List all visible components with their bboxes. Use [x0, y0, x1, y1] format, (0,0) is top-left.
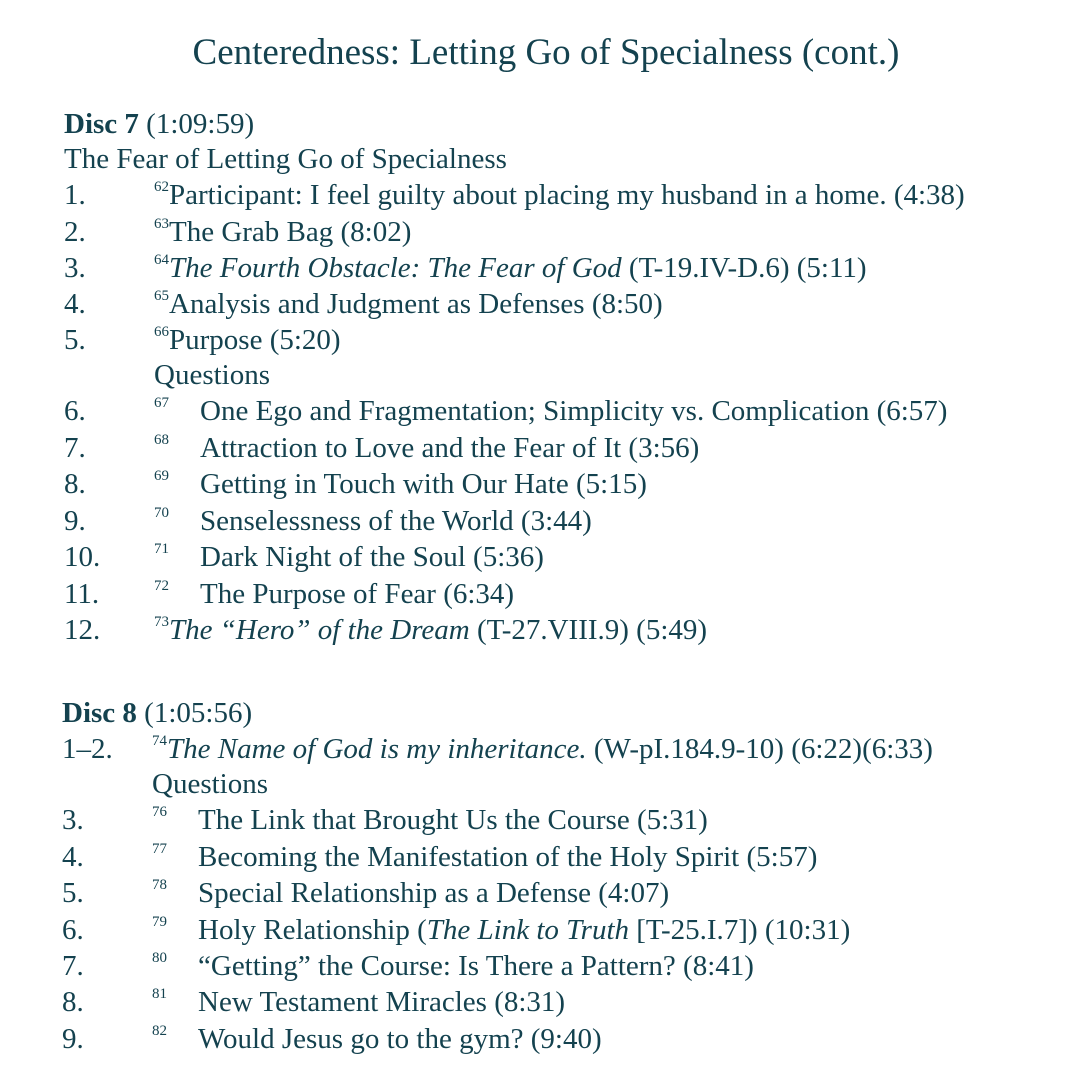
- footnote-ref: 69: [154, 468, 169, 484]
- item-text: Attraction to Love and the Fear of It (3:56): [200, 432, 700, 464]
- item-number: 11.: [64, 578, 100, 610]
- footnote-ref: 66: [154, 324, 169, 340]
- item-number: 7.: [64, 432, 86, 464]
- item-text: “Getting” the Course: Is There a Pattern? (8:41): [198, 950, 754, 982]
- item-number: 7.: [62, 950, 84, 982]
- disc-duration: (1:09:59): [146, 108, 255, 140]
- item-number: 5.: [64, 324, 86, 356]
- footnote-ref: 67: [154, 395, 169, 411]
- footnote-ref: 72: [154, 578, 169, 594]
- item-italic-title: The Name of God is my inheritance.: [167, 733, 587, 765]
- item-text: Dark Night of the Soul (5:36): [200, 541, 544, 573]
- footnote-ref: 81: [152, 986, 167, 1002]
- item-text: Analysis and Judgment as Defenses (8:50): [169, 288, 663, 320]
- disc-duration: (1:05:56): [144, 697, 253, 729]
- item-number: 2.: [64, 216, 86, 248]
- item-number: 10.: [64, 541, 101, 573]
- footnote-ref: 65: [154, 288, 169, 304]
- footnote-ref: 62: [154, 179, 169, 195]
- footnote-ref: 79: [152, 914, 167, 930]
- item-text: One Ego and Fragmentation; Simplicity vs. Complication (6:57): [200, 395, 948, 427]
- footnote-ref: 63: [154, 216, 169, 232]
- item-text: (T-27.VIII.9) (5:49): [469, 614, 708, 646]
- item-number: 4.: [62, 841, 84, 873]
- questions-label: Questions: [152, 768, 268, 800]
- item-number: 5.: [62, 877, 84, 909]
- footnote-ref: 77: [152, 841, 167, 857]
- item-number: 3.: [64, 252, 86, 284]
- item-text: Becoming the Manifestation of the Holy Spirit (5:57): [198, 841, 818, 873]
- item-text: The Grab Bag (8:02): [169, 216, 412, 248]
- disc-label: Disc 8: [62, 697, 137, 729]
- item-number: 6.: [62, 914, 84, 946]
- footnote-ref: 82: [152, 1023, 167, 1039]
- item-number: 1–2.: [62, 733, 113, 765]
- footnote-ref: 78: [152, 877, 167, 893]
- item-number: 12.: [64, 614, 101, 646]
- item-text: New Testament Miracles (8:31): [198, 986, 566, 1018]
- item-italic-title: The Link to Truth: [426, 914, 630, 946]
- item-number: 4.: [64, 288, 86, 320]
- item-number: 9.: [64, 505, 86, 537]
- item-number: 8.: [64, 468, 86, 500]
- item-text: Senselessness of the World (3:44): [200, 505, 592, 537]
- footnote-ref: 64: [154, 252, 169, 268]
- item-text: The Purpose of Fear (6:34): [200, 578, 515, 610]
- item-text: (W-pI.184.9-10) (6:22)(6:33): [586, 733, 933, 765]
- item-italic-title: The Fourth Obstacle: The Fear of God: [169, 252, 622, 284]
- item-text: Holy Relationship (: [198, 914, 427, 946]
- footnote-ref: 74: [152, 733, 167, 749]
- item-number: 1.: [64, 179, 86, 211]
- item-number: 9.: [62, 1023, 84, 1055]
- item-text: Getting in Touch with Our Hate (5:15): [200, 468, 647, 500]
- footnote-ref: 71: [154, 541, 169, 557]
- footnote-ref: 70: [154, 505, 169, 521]
- item-text: Special Relationship as a Defense (4:07): [198, 877, 670, 909]
- item-text: The Link that Brought Us the Course (5:31): [198, 804, 708, 836]
- item-text: [T-25.I.7]) (10:31): [629, 914, 851, 946]
- page-title: Centeredness: Letting Go of Specialness (cont.): [192, 32, 900, 73]
- footnote-ref: 73: [154, 614, 169, 630]
- item-text: (T-19.IV-D.6) (5:11): [621, 252, 867, 284]
- item-number: 3.: [62, 804, 84, 836]
- disc-label: Disc 7: [64, 108, 139, 140]
- item-text: Purpose (5:20): [169, 324, 341, 356]
- footnote-ref: 80: [152, 950, 167, 966]
- questions-label: Questions: [154, 359, 270, 391]
- item-text: Would Jesus go to the gym? (9:40): [198, 1023, 602, 1055]
- footnote-ref: 68: [154, 432, 169, 448]
- item-italic-title: The “Hero” of the Dream: [169, 614, 470, 646]
- section-title-text: The Fear of Letting Go of Specialness: [64, 143, 507, 175]
- item-number: 6.: [64, 395, 86, 427]
- item-text: Participant: I feel guilty about placing my husband in a home. (4:38): [169, 179, 965, 211]
- footnote-ref: 76: [152, 804, 167, 820]
- item-number: 8.: [62, 986, 84, 1018]
